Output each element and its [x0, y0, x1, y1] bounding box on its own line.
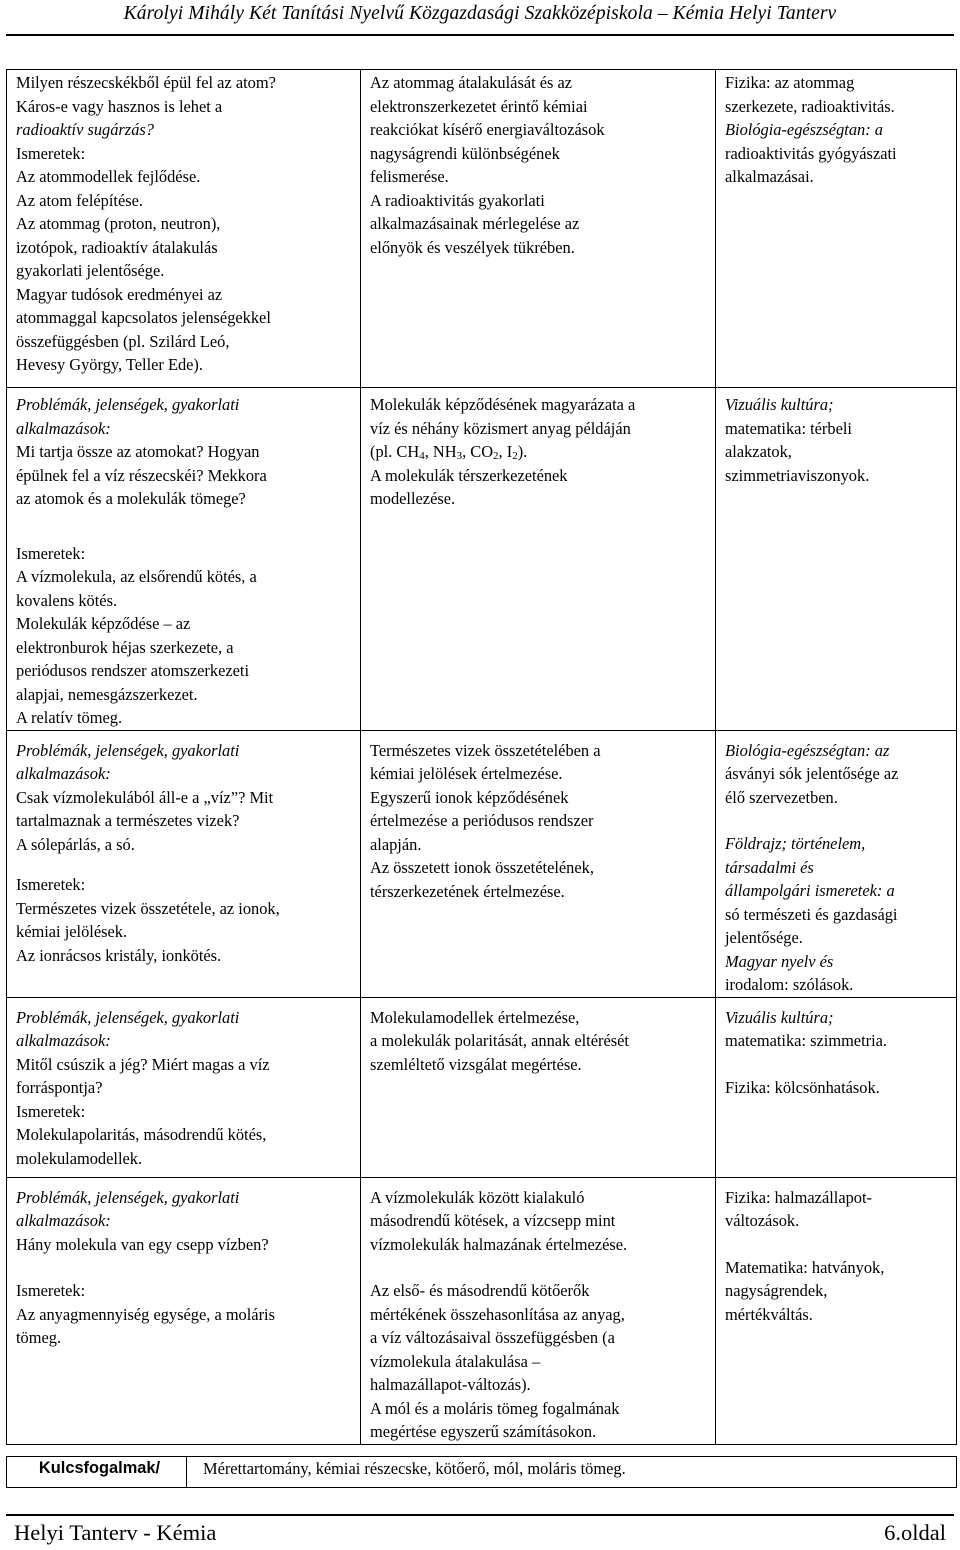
text-line: Természetes vizek összetétele, az ionok,	[16, 898, 280, 918]
text-line: szerkezete, radioaktivitás.	[725, 96, 895, 116]
text-block	[725, 739, 953, 810]
text-line: elektronburok héjas szerkezete, a	[16, 637, 234, 657]
table-row	[7, 70, 957, 388]
text-line: mértékváltás.	[725, 1304, 813, 1324]
text-line: A vízmolekulák között kialakuló	[370, 1187, 585, 1207]
table-row	[7, 388, 957, 731]
text-line: Molekulák képződése – az	[16, 614, 191, 633]
table-row	[7, 997, 957, 1177]
text-line: másodrendű kötések, a vízcsepp mint	[370, 1211, 616, 1230]
text-line: alkalmazások:	[16, 1211, 111, 1230]
text-line: nagyságrendek,	[725, 1281, 828, 1300]
links-cell	[716, 70, 957, 388]
text-line: Hevesy György, Teller Ede).	[16, 355, 203, 374]
text-line: alkalmazások:	[16, 764, 111, 783]
text-line: Biológia-egészségtan: az	[725, 740, 890, 760]
text-line: Fizika: az atommag	[725, 73, 855, 92]
text-line: Ismeretek:	[16, 143, 86, 163]
text-line: Ismeretek:	[16, 543, 86, 563]
text-line: alapjai, nemesgázszerkezet.	[16, 684, 198, 704]
text-line: állampolgári ismeretek: a	[725, 881, 895, 900]
text-line: Fizika: halmazállapot-	[725, 1187, 873, 1207]
text-line: Molekulapolaritás, másodrendű kötés,	[16, 1125, 267, 1144]
text-line: kémiai jelölések.	[16, 922, 128, 941]
text-line: Magyar tudósok eredményei az	[16, 284, 223, 304]
text-line: vízmolekulák halmazának értelmezése.	[370, 1234, 628, 1254]
text-line: Természetes vizek összetételében a	[370, 740, 601, 760]
text-line: A radioaktivitás gyakorlati	[370, 190, 545, 210]
text-block	[16, 71, 357, 377]
text-line: tartalmaznak a természetes vizek?	[16, 811, 240, 830]
text-line: Molekulamodellek értelmezése,	[370, 1007, 580, 1027]
text-line: vízmolekula átalakulása –	[370, 1351, 541, 1371]
formula-line: (pl. $CH_4$, $NH_3$, $CO_2$, $I_2$).	[370, 442, 528, 462]
text-block	[370, 1006, 712, 1077]
text-line: mértékének összehasonlítása az anyag,	[370, 1304, 625, 1324]
text-line: Ismeretek:	[16, 1281, 86, 1300]
text-line: modellezése.	[370, 489, 456, 508]
text-line: Ismeretek:	[16, 875, 86, 894]
text-line: nagyságrendi különbségének	[370, 143, 560, 163]
text-line: A relatív tömeg.	[16, 708, 123, 727]
text-line: tömeg.	[16, 1328, 62, 1347]
text-line: Vizuális kultúra;	[725, 1007, 834, 1027]
text-line: Problémák, jelenségek, gyakorlati	[16, 1187, 240, 1207]
text-line: jelentősége.	[725, 928, 803, 947]
text-line: Az atom felépítése.	[16, 190, 143, 210]
text-line: Az atommodellek fejlődése.	[16, 167, 201, 186]
text-block	[725, 1256, 953, 1327]
text-line: matematika: szimmetria.	[725, 1031, 888, 1050]
text-line: értelmezése a periódusos rendszer	[370, 811, 594, 830]
text-block	[16, 1186, 357, 1257]
text-line: alkalmazásai.	[725, 167, 814, 186]
page-header: Károlyi Mihály Két Tanítási Nyelvű Közgazdasági Szakközépiskola – Kémia Helyi Tanterv	[123, 3, 837, 24]
text-block	[725, 71, 953, 189]
text-line: A sólepárlás, a só.	[16, 834, 135, 854]
text-line: Problémák, jelenségek, gyakorlati	[16, 740, 240, 760]
text-line: reakciókat kísérő energiaváltozások	[370, 120, 605, 139]
text-block	[725, 832, 953, 997]
text-block	[370, 739, 712, 904]
table-row	[7, 1177, 957, 1444]
text-line: Az összetett ionok összetételének,	[370, 858, 594, 877]
text-block	[16, 542, 357, 730]
page-number: 6.oldal	[884, 1520, 946, 1545]
text-line: A molekulák térszerkezetének	[370, 465, 568, 485]
curriculum-table	[6, 69, 957, 1445]
topic-cell	[7, 1177, 361, 1444]
topic-cell	[7, 997, 361, 1177]
text-line: ásványi sók jelentősége az	[725, 764, 899, 783]
text-line: Földrajz; történelem,	[725, 834, 866, 853]
skills-cell	[361, 1177, 716, 1444]
topic-cell	[7, 388, 361, 731]
text-line: Magyar nyelv és	[725, 951, 834, 971]
text-line: alkalmazások:	[16, 1031, 111, 1050]
text-line: Problémák, jelenségek, gyakorlati	[16, 1007, 240, 1027]
text-line: élő szervezetben.	[725, 787, 838, 807]
text-line: Csak vízmolekulából áll-e a „víz”? Mit	[16, 787, 274, 807]
table-row	[7, 730, 957, 997]
text-line: radioaktivitás gyógyászati	[725, 143, 897, 163]
text-block	[370, 71, 712, 259]
text-line: izotópok, radioaktív átalakulás	[16, 237, 218, 257]
text-line: Az ionrácsos kristály, ionkötés.	[16, 945, 222, 965]
text-block	[16, 873, 357, 967]
text-line: Káros-e vagy hasznos is lehet a	[16, 96, 223, 116]
key-concepts-label: Kulcsfogalmak/	[7, 1457, 187, 1488]
text-line: épülnek fel a víz részecskéi? Mekkora	[16, 465, 267, 485]
text-line: a molekulák polaritását, annak eltérését	[370, 1031, 629, 1050]
text-line: Matematika: hatványok,	[725, 1257, 885, 1277]
key-concepts-value: Mérettartomány, kémiai részecske, kötőerő, mól, moláris tömeg.	[187, 1457, 957, 1488]
topic-cell	[7, 730, 361, 997]
text-line: alapján.	[370, 834, 422, 854]
text-line: összefüggésben (pl. Szilárd Leó,	[16, 331, 230, 351]
text-line: atommaggal kapcsolatos jelenségekkel	[16, 308, 271, 327]
links-cell	[716, 388, 957, 731]
key-concepts-table	[6, 1456, 957, 1488]
footer-title: Helyi Tanterv - Kémia	[14, 1520, 217, 1545]
text-line: alkalmazások:	[16, 418, 111, 438]
text-line: társadalmi és	[725, 857, 814, 877]
text-line: A mól és a moláris tömeg fogalmának	[370, 1398, 620, 1418]
text-line: irodalom: szólások.	[725, 975, 854, 994]
text-line: Az első- és másodrendű kötőerők	[370, 1281, 590, 1300]
text-line: változások.	[725, 1211, 800, 1230]
text-line: megértése egyszerű számításokon.	[370, 1422, 597, 1441]
text-line: szemléltető vizsgálat megértése.	[370, 1054, 582, 1074]
text-line: A vízmolekula, az elsőrendű kötés, a	[16, 567, 257, 586]
text-line: elektronszerkezetet érintő kémiai	[370, 96, 588, 116]
text-line: Az anyagmennyiség egysége, a moláris	[16, 1304, 275, 1324]
text-line: só természeti és gazdasági	[725, 904, 898, 924]
text-block	[725, 1186, 953, 1233]
text-line: Milyen részecskékből épül fel az atom?	[16, 73, 276, 92]
text-line: Egyszerű ionok képződésének	[370, 787, 569, 807]
text-block	[370, 1279, 712, 1444]
text-line: matematika: térbeli	[725, 418, 852, 438]
text-line: Problémák, jelenségek, gyakorlati	[16, 395, 240, 414]
text-line: az atomok és a molekulák tömege?	[16, 489, 246, 508]
skills-cell	[361, 70, 716, 388]
text-line: felismerése.	[370, 167, 449, 186]
text-line: kovalens kötés.	[16, 590, 118, 610]
footer-rule	[6, 1514, 954, 1516]
text-line: molekulamodellek.	[16, 1148, 143, 1168]
header-rule	[6, 34, 954, 36]
text-line: víz és néhány közismert anyag példáján	[370, 418, 631, 438]
text-block	[16, 1279, 357, 1350]
text-line: Vizuális kultúra;	[725, 395, 834, 414]
text-line: Biológia-egészségtan: a	[725, 120, 883, 139]
text-block	[16, 393, 357, 511]
text-line: Fizika: kölcsönhatások.	[725, 1077, 880, 1097]
text-line: radioaktív sugárzás?	[16, 120, 154, 139]
text-line: halmazállapot-változás).	[370, 1375, 531, 1394]
text-line: Az atommag átalakulását és az	[370, 73, 573, 92]
links-cell	[716, 730, 957, 997]
text-line: periódusos rendszer atomszerkezeti	[16, 661, 250, 680]
links-cell	[716, 997, 957, 1177]
text-line: térszerkezetének értelmezése.	[370, 881, 565, 901]
text-line: forráspontja?	[16, 1078, 103, 1097]
text-line: alakzatok,	[725, 442, 792, 461]
text-line: Hány molekula van egy csepp vízben?	[16, 1234, 269, 1254]
text-line: Az atommag (proton, neutron),	[16, 214, 221, 233]
text-line: Mi tartja össze az atomokat? Hogyan	[16, 442, 260, 461]
text-block	[725, 1006, 953, 1053]
text-block	[725, 393, 953, 487]
text-line: szimmetriaviszonyok.	[725, 465, 870, 485]
links-cell	[716, 1177, 957, 1444]
text-line: Ismeretek:	[16, 1101, 86, 1121]
skills-cell	[361, 997, 716, 1177]
text-block	[16, 739, 357, 857]
text-line: gyakorlati jelentősége.	[16, 261, 165, 280]
text-line: előnyök és veszélyek tükrében.	[370, 237, 575, 257]
skills-cell	[361, 730, 716, 997]
text-line: a víz változásaival összefüggésben (a	[370, 1328, 615, 1347]
text-block	[725, 1076, 953, 1100]
text-line: alkalmazásainak mérlegelése az	[370, 214, 580, 233]
text-block	[16, 1006, 357, 1171]
text-line: Molekulák képződésének magyarázata a	[370, 395, 636, 414]
text-line: Mitől csúszik a jég? Miért magas a víz	[16, 1054, 270, 1074]
text-block	[370, 1186, 712, 1257]
topic-cell	[7, 70, 361, 388]
skills-cell	[361, 388, 716, 731]
text-line: kémiai jelölések értelmezése.	[370, 764, 563, 783]
